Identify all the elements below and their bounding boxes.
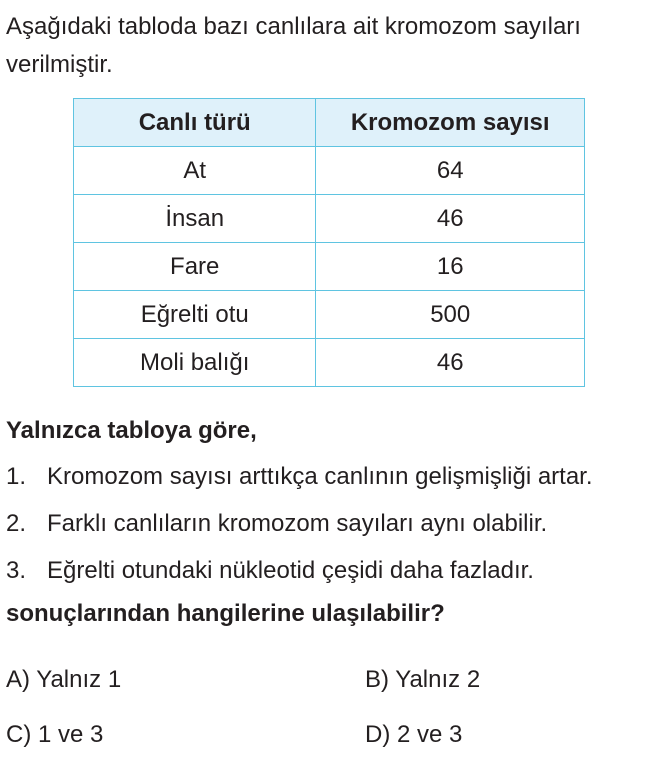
statement-item — [6, 506, 593, 553]
table-row — [74, 195, 585, 243]
option-label: A) — [6, 666, 30, 693]
header-chromosome-count: Kromozom sayısı — [316, 99, 585, 147]
statement-item — [6, 459, 593, 506]
statement-list — [6, 459, 593, 600]
species-cell: Fare — [74, 243, 316, 291]
option-c[interactable] — [6, 721, 103, 749]
option-text: Yalnız 2 — [395, 666, 481, 693]
count-cell: 46 — [316, 339, 585, 387]
option-b[interactable] — [365, 666, 480, 694]
count-cell: 500 — [316, 291, 585, 339]
statement-number: 1. — [6, 463, 27, 490]
table-row — [74, 339, 585, 387]
species-cell: İnsan — [74, 195, 316, 243]
table-row — [74, 147, 585, 195]
option-text: 2 ve 3 — [397, 721, 463, 748]
question-text: sonuçlarından hangilerine ulaşılabilir? — [6, 600, 445, 627]
chromosome-table — [73, 98, 585, 387]
species-cell: At — [74, 147, 316, 195]
table-header-row — [74, 99, 585, 147]
header-species: Canlı türü — [74, 99, 316, 147]
statement-number: 2. — [6, 510, 27, 537]
option-label: C) — [6, 721, 32, 748]
statement-text: Eğrelti otundaki nükleotid çeşidi daha fazladır. — [47, 557, 534, 584]
table-row — [74, 243, 585, 291]
statement-number: 3. — [6, 557, 27, 584]
table-row — [74, 291, 585, 339]
option-label: D) — [365, 721, 391, 748]
species-cell: Eğrelti otu — [74, 291, 316, 339]
option-a[interactable] — [6, 666, 121, 694]
option-text: 1 ve 3 — [38, 721, 104, 748]
option-text: Yalnız 1 — [36, 666, 122, 693]
count-cell: 16 — [316, 243, 585, 291]
count-cell: 64 — [316, 147, 585, 195]
statement-text: Farklı canlıların kromozom sayıları aynı olabilir. — [47, 510, 548, 537]
statement-text: Kromozom sayısı arttıkça canlının gelişmişliği artar. — [47, 463, 593, 490]
option-label: B) — [365, 666, 389, 693]
statement-item — [6, 553, 593, 600]
intro-text: Aşağıdaki tabloda bazı canlılara ait kromozom sayıları verilmiştir. — [6, 13, 581, 78]
species-cell: Moli balığı — [74, 339, 316, 387]
count-cell: 46 — [316, 195, 585, 243]
option-d[interactable] — [365, 721, 462, 749]
lead-text: Yalnızca tabloya göre, — [6, 417, 257, 444]
